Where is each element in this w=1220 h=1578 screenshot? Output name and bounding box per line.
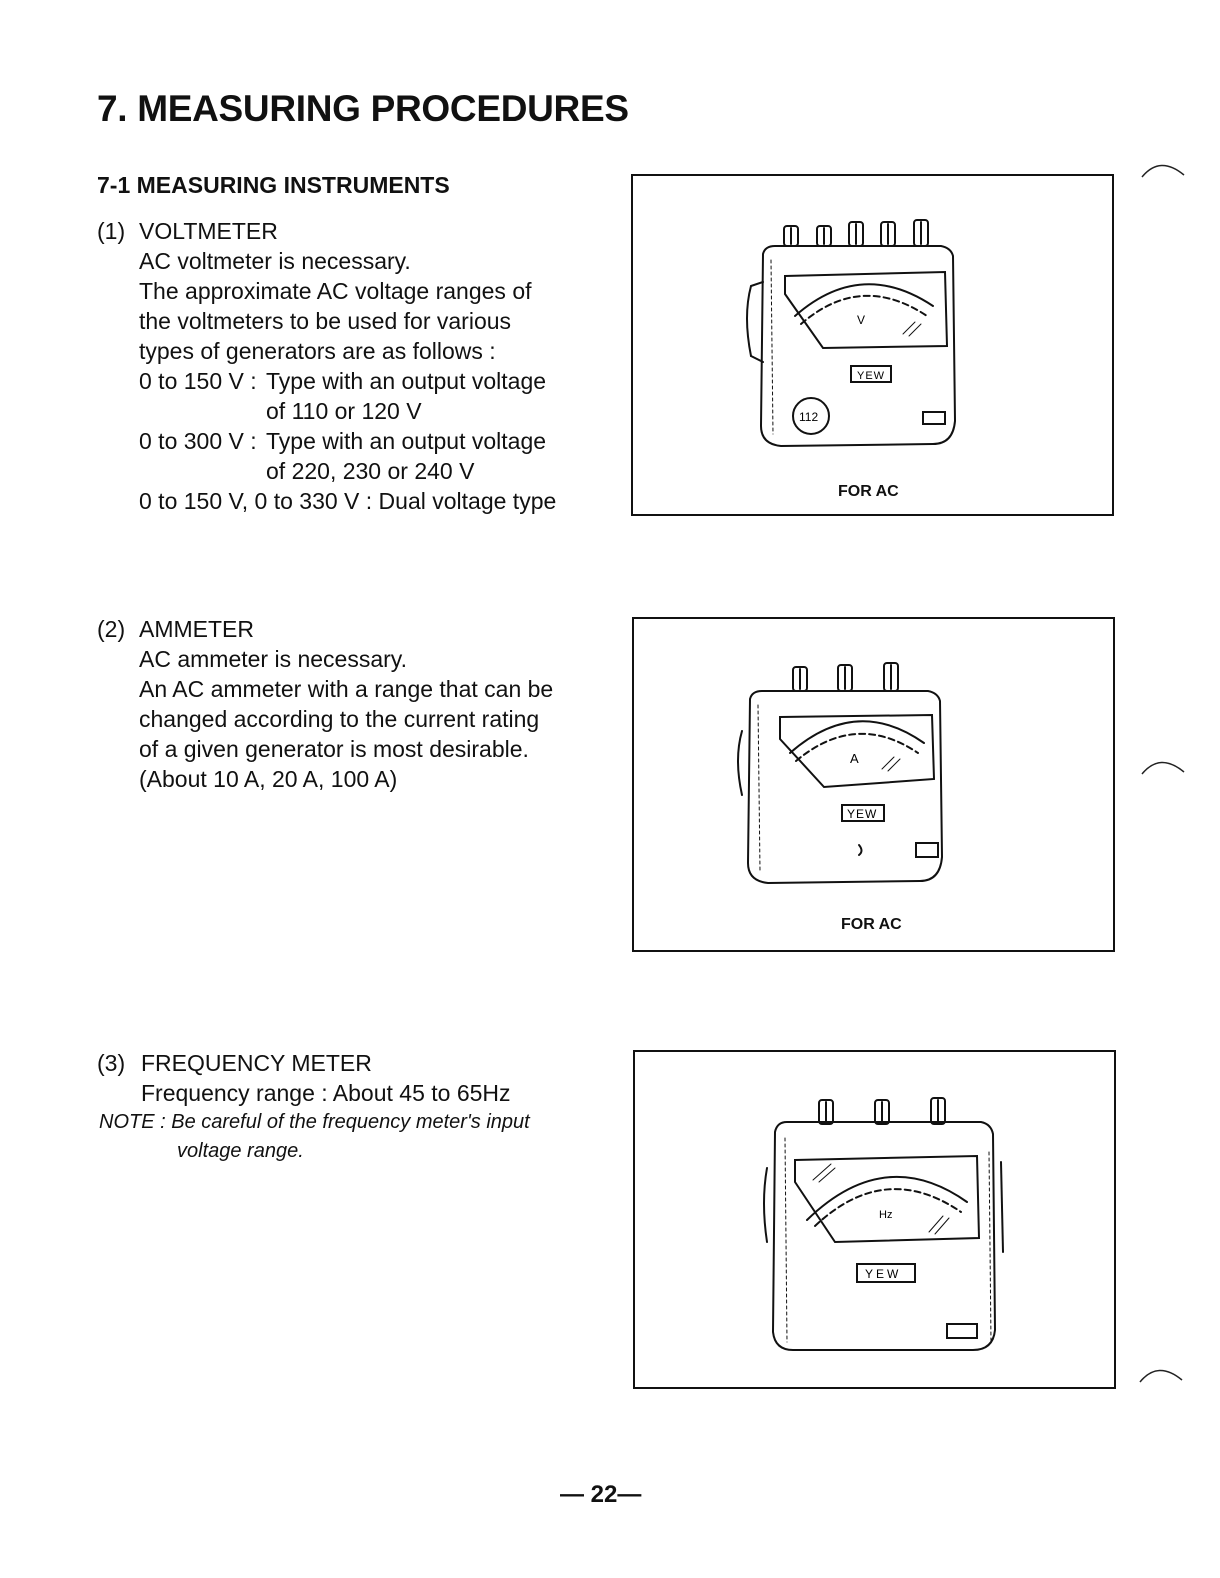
dial-symbol: Hz (879, 1209, 893, 1221)
text-line: changed according to the current rating (139, 706, 540, 732)
item-number: (1) (97, 218, 126, 244)
margin-mark (1140, 155, 1190, 185)
margin-mark (1138, 1360, 1188, 1390)
figure-caption: FOR AC (838, 483, 899, 500)
brand-label: YEW (847, 807, 878, 821)
text-line: the voltmeters to be used for various (139, 308, 512, 334)
dial-symbol: A (850, 751, 859, 766)
figure-caption: FOR AC (841, 916, 902, 933)
terminal-icon (793, 663, 898, 691)
terminal-icon (784, 220, 928, 246)
ammeter-illustration (634, 619, 1113, 950)
brand-label: YEW (857, 370, 886, 382)
terminal-icon (819, 1098, 945, 1124)
frequency-meter-figure (633, 1050, 1116, 1389)
text-line: types of generators are as follows : (139, 338, 496, 364)
text-line: The approximate AC voltage ranges of (139, 278, 532, 304)
section-heading: 7-1 MEASURING INSTRUMENTS (97, 172, 450, 198)
range-label: 0 to 150 V : (139, 368, 257, 394)
item-number: (2) (97, 616, 126, 642)
text-line: (About 10 A, 20 A, 100 A) (139, 766, 398, 792)
item-heading: FREQUENCY METER (141, 1050, 372, 1076)
note-line: voltage range. (177, 1140, 304, 1162)
page-number: — 22— (560, 1481, 642, 1508)
range-desc: Type with an output voltage (266, 368, 547, 394)
range-desc: Type with an output voltage (266, 428, 547, 454)
text-line: AC voltmeter is necessary. (139, 248, 411, 274)
brand-label: YEW (865, 1267, 902, 1281)
page-title: 7. MEASURING PROCEDURES (97, 88, 629, 129)
range-label: 0 to 300 V : (139, 428, 257, 454)
text-line: of a given generator is most desirable. (139, 736, 529, 762)
ammeter-figure (632, 617, 1115, 952)
item-heading: AMMETER (139, 616, 254, 642)
text-line: An AC ammeter with a range that can be (139, 676, 554, 702)
text-line: Frequency range : About 45 to 65Hz (141, 1080, 511, 1106)
voltmeter-illustration (633, 176, 1112, 514)
range-desc: of 220, 230 or 240 V (266, 458, 475, 484)
text-line: AC ammeter is necessary. (139, 646, 407, 672)
frequency-meter-illustration (635, 1052, 1114, 1387)
item-heading: VOLTMETER (139, 218, 278, 244)
range-dual: 0 to 150 V, 0 to 330 V : Dual voltage type (139, 488, 557, 514)
knob-label: 112 (799, 410, 819, 424)
dial-symbol: V (857, 313, 866, 327)
margin-mark (1140, 752, 1190, 782)
range-desc: of 110 or 120 V (266, 398, 422, 424)
note-line: NOTE : Be careful of the frequency meter's input (99, 1111, 530, 1133)
item-number: (3) (97, 1050, 126, 1076)
voltmeter-figure (631, 174, 1114, 516)
